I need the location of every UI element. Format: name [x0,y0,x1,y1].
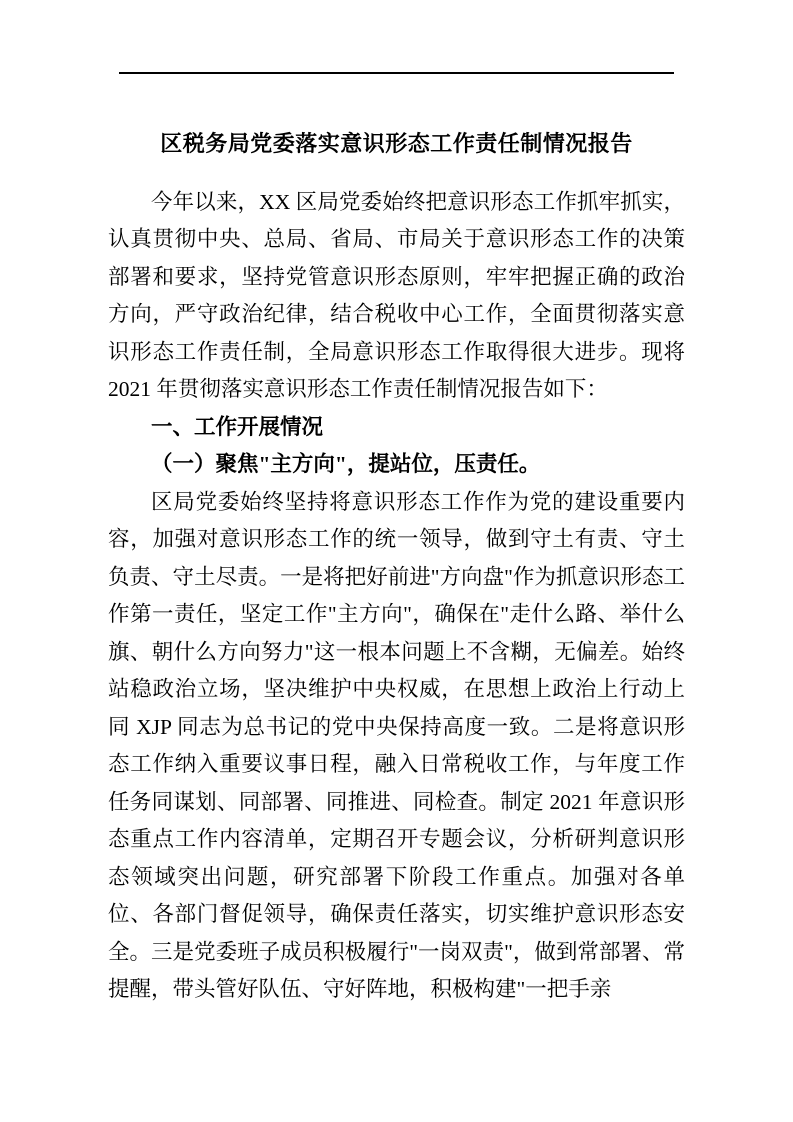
intro-paragraph: 今年以来，XX 区局党委始终把意识形态工作抓牢抓实，认真贯彻中央、总局、省局、市局关于意识形态工作的决策部署和要求，坚持党管意识形态原则，牢牢把握正确的政治方向，严守政治纪律，结合税收中心工作，全面贯彻落实意识形态工作责任制，全局意识形态工作取得很大进步。现将 2021 年贯彻落实意识形态工作责任制情况报告如下： [108,189,685,401]
body-paragraph: 区局党委始终坚持将意识形态工作作为党的建设重要内容，加强对意识形态工作的统一领导，做到守土有责、守土负责、守土尽责。一是将把好前进"方向盘"作为抓意识形态工作第一责任，坚定工作"主方向"，确保在"走什么路、举什么旗、朝什么方向努力"这一根本问题上不含糊，无偏差。始终站稳政治立场，坚决维护中央权威，在思想上政治上行动上同 XJP 同志为总书记的党中央保持高度一致。二是将意识形态工作纳入重要议事日程，融入日常税收工作，与年度工作任务同谋划、同部署、同推进、同检查。制定 2021 年意识形态重点工作内容清单，定期召开专题会议，分析研判意识形态领域突出问题，研究部署下阶段工作重点。加强对各单位、各部门督促领导，确保责任落实，切实维护意识形态安全。三是党委班子成员积极履行"一岗双责"，做到常部署、常提醒，带头管好队伍、守好阵地，积极构建"一把手亲 [108,489,685,1001]
subsection-heading: （一）聚焦"主方向"，提站位，压责任。 [151,452,541,476]
document-title: 区税务局党委落实意识形态工作责任制情况报告 [160,131,633,156]
document-content [108,0,685,1009]
section-heading: 一、工作开展情况 [151,414,324,439]
